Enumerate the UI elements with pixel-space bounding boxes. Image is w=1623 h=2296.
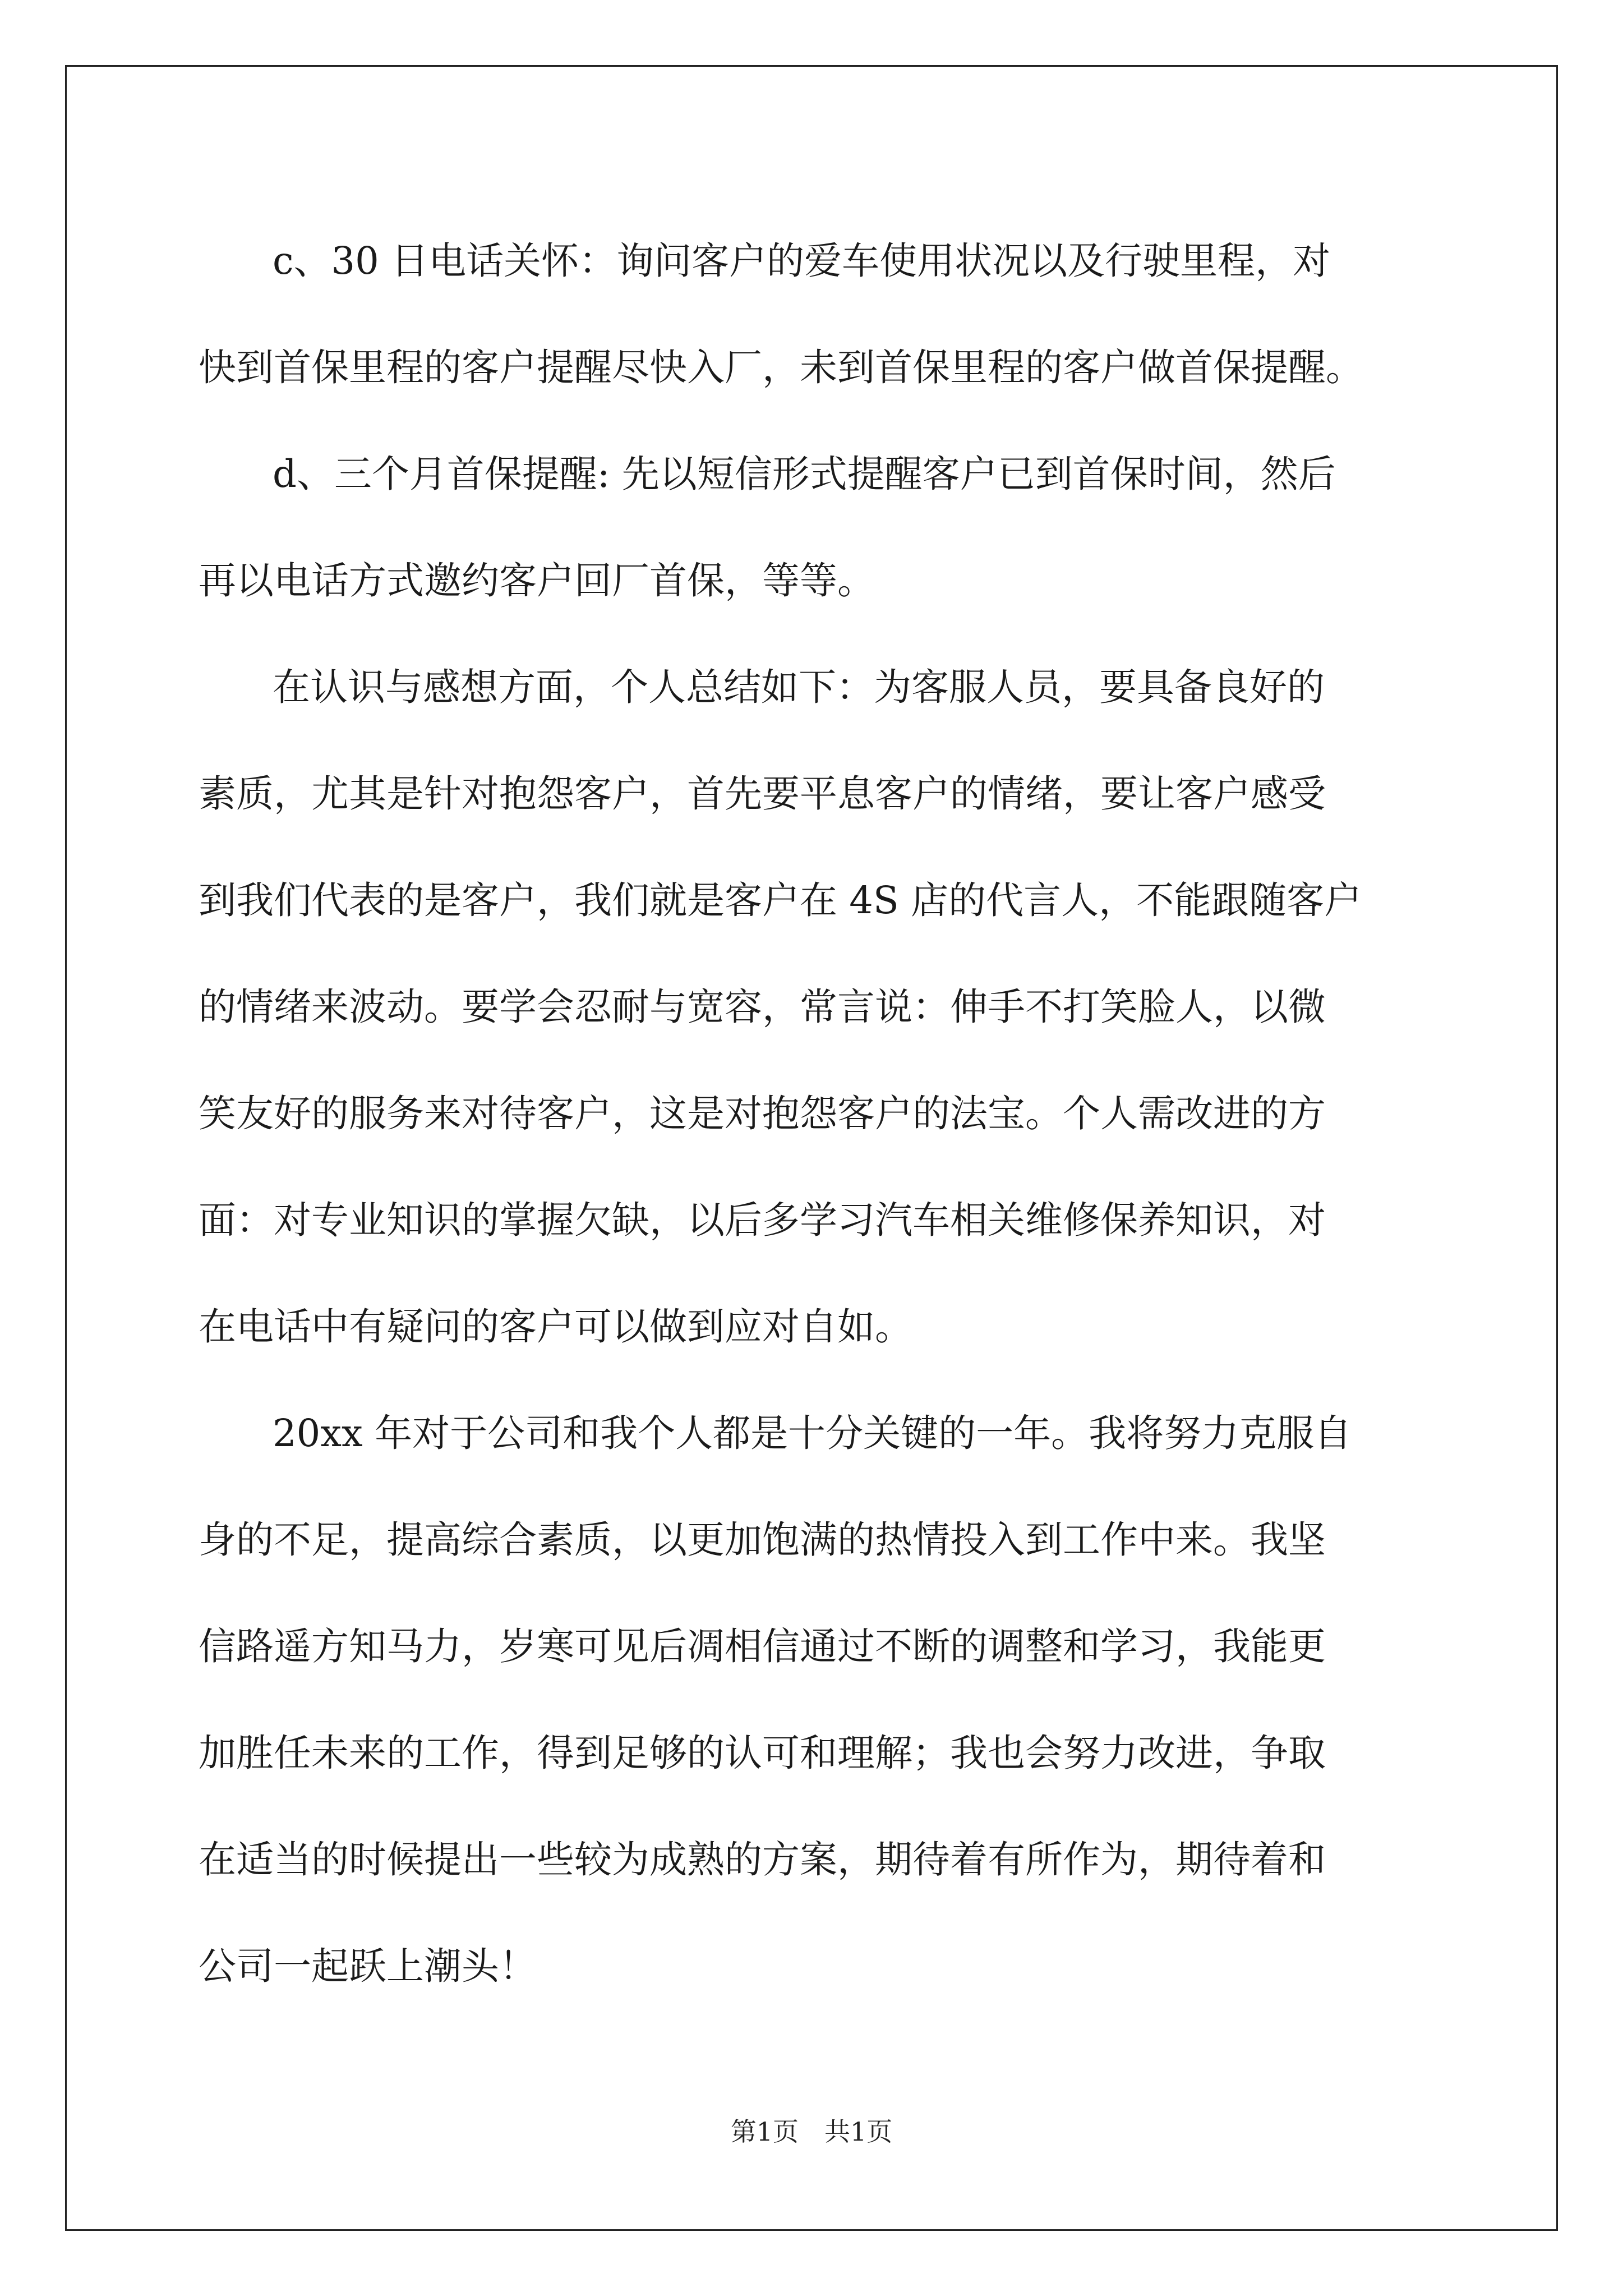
- page-number: 第1页 共1页: [730, 2116, 893, 2147]
- text-line: 素质，尤其是针对抱怨客户，首先要平息客户的情绪，要让客户感受: [199, 772, 1326, 816]
- text-line: 20xx 年对于公司和我个人都是十分关键的一年。我将努力克服自: [273, 1411, 1352, 1455]
- text-line: 再以电话方式邀约客户回厂首保，等等。: [199, 559, 875, 602]
- text-line: 的情绪来波动。要学会忍耐与宽容，常言说：伸手不打笑脸人，以微: [199, 985, 1326, 1029]
- text-line: 加胜任未来的工作，得到足够的认可和理解；我也会努力改进，争取: [199, 1731, 1326, 1775]
- text-line: 面：对专业知识的掌握欠缺，以后多学习汽车相关维修保养知识，对: [199, 1198, 1326, 1242]
- text-line: d、三个月首保提醒: 先以短信形式提醒客户已到首保时间，然后: [273, 452, 1336, 496]
- text-line: 信路遥方知马力，岁寒可见后凋相信通过不断的调整和学习，我能更: [199, 1625, 1326, 1668]
- text-line: c、30 日电话关怀：询问客户的爱车使用状况以及行驶里程，对: [273, 239, 1331, 283]
- text-line: 到我们代表的是客户，我们就是客户在 4S 店的代言人，不能跟随客户: [199, 878, 1362, 922]
- text-line: 快到首保里程的客户提醒尽快入厂，未到首保里程的客户做首保提醒。: [199, 346, 1363, 389]
- text-line: 笑友好的服务来对待客户，这是对抱怨客户的法宝。个人需改进的方: [199, 1092, 1326, 1135]
- text-line: 在认识与感想方面，个人总结如下：为客服人员，要具备良好的: [273, 665, 1325, 709]
- text-line: 在电话中有疑问的客户可以做到应对自如。: [199, 1305, 912, 1349]
- document-body: [199, 208, 1432, 2019]
- text-line: 在适当的时候提出一些较为成熟的方案，期待着有所作为，期待着和: [199, 1838, 1326, 1881]
- text-line: 身的不足，提高综合素质，以更加饱满的热情投入到工作中来。我坚: [199, 1518, 1326, 1562]
- text-line: 公司一起跃上潮头！: [199, 1944, 537, 1988]
